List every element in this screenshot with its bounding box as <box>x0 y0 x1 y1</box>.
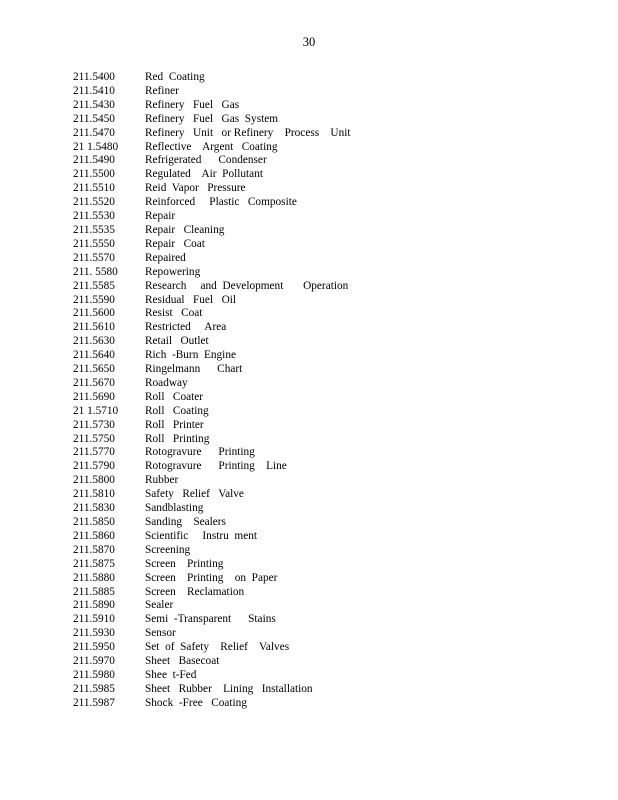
list-item <box>73 419 351 433</box>
list-item <box>73 683 351 697</box>
defined-term: Sensor <box>145 627 176 640</box>
defined-term: Resist Coat <box>145 307 203 320</box>
list-item <box>73 154 351 168</box>
list-item <box>73 460 351 474</box>
defined-term: Red Coating <box>145 71 205 83</box>
list-item <box>73 405 351 419</box>
section-number: 211.5880 <box>73 571 115 584</box>
list-item <box>73 641 351 655</box>
section-number: 211.5860 <box>73 529 115 542</box>
list-item <box>73 544 351 558</box>
defined-term: Scientific Instru ment <box>145 529 258 542</box>
defined-term: Roll Printing <box>145 432 210 445</box>
list-item <box>73 433 351 447</box>
list-item <box>73 141 351 155</box>
section-number: 211.5890 <box>73 599 115 612</box>
defined-term: Residual Fuel Oil <box>145 293 236 306</box>
defined-term: Screen Printing <box>145 557 224 570</box>
section-number: 211.5980 <box>73 668 115 681</box>
defined-term: Repair Coat <box>145 237 205 250</box>
list-item <box>73 85 351 99</box>
section-number: 211.5800 <box>73 474 115 487</box>
defined-term: Repaired <box>145 251 186 264</box>
defined-term: Reflective Argent Coating <box>145 140 278 153</box>
defined-term: Sanding Sealers <box>145 516 226 528</box>
defined-term: Reinforced Plastic Composite <box>145 196 297 209</box>
section-number: 211. 5580 <box>73 265 118 278</box>
section-number: 211.5690 <box>73 390 115 403</box>
defined-term: Sealer <box>145 599 174 612</box>
section-number: 211.5530 <box>73 210 115 223</box>
section-number: 211.5885 <box>73 585 115 598</box>
defined-term: Semi -Transparent Stains <box>145 613 276 626</box>
list-item <box>73 71 351 85</box>
defined-term: Screening <box>145 543 191 556</box>
section-number: 211.5585 <box>73 279 115 292</box>
list-item <box>73 363 351 377</box>
list-item <box>73 627 351 641</box>
definitions-list <box>73 71 351 711</box>
defined-term: Reid Vapor Pressure <box>145 182 246 195</box>
list-item <box>73 266 351 280</box>
defined-term: Screen Printing on Paper <box>145 571 278 584</box>
defined-term: Shock -Free Coating <box>145 696 247 709</box>
section-number: 21 1.5710 <box>73 404 119 417</box>
list-item <box>73 224 351 238</box>
section-number: 211.5410 <box>73 84 115 97</box>
section-number: 211.5830 <box>73 502 115 515</box>
list-item <box>73 280 351 294</box>
list-item <box>73 446 351 460</box>
section-number: 211.5750 <box>73 432 115 445</box>
list-item <box>73 474 351 488</box>
section-number: 211.5610 <box>73 321 115 334</box>
section-number: 211.5590 <box>73 293 115 306</box>
section-number: 211.5850 <box>73 516 115 528</box>
list-item <box>73 113 351 127</box>
list-item <box>73 669 351 683</box>
list-item <box>73 307 351 321</box>
list-item <box>73 558 351 572</box>
section-number: 211.5520 <box>73 196 115 209</box>
defined-term: Refinery Fuel Gas System <box>145 112 279 125</box>
section-number: 211.5600 <box>73 307 115 320</box>
list-item <box>73 196 351 210</box>
defined-term: Repair Cleaning <box>145 223 225 236</box>
defined-term: Ringelmann Chart <box>145 363 243 376</box>
defined-term: Repowering <box>145 265 201 278</box>
section-number: 211.5987 <box>73 696 115 709</box>
section-number: 211.5570 <box>73 251 115 264</box>
defined-term: Refiner <box>145 84 179 97</box>
list-item <box>73 252 351 266</box>
section-number: 211.5970 <box>73 655 115 668</box>
defined-term: Refinery Unit or Refinery Process Unit <box>145 126 351 139</box>
defined-term: Roadway <box>145 376 188 389</box>
defined-term: Rotogravure Printing Line <box>145 460 287 473</box>
defined-term: Roll Printer <box>145 418 204 431</box>
section-number: 211.5985 <box>73 682 115 695</box>
defined-term: Rubber <box>145 474 179 487</box>
list-item <box>73 294 351 308</box>
defined-term: Shee t-Fed <box>145 668 197 681</box>
defined-term: Set of Safety Relief Valves <box>145 641 290 654</box>
section-number: 21 1.5480 <box>73 140 119 153</box>
section-number: 211.5550 <box>73 237 115 250</box>
defined-term: Refrigerated Condenser <box>145 154 267 167</box>
section-number: 211.5630 <box>73 335 115 348</box>
list-item <box>73 238 351 252</box>
list-item <box>73 502 351 516</box>
section-number: 211.5535 <box>73 223 115 236</box>
defined-term: Regulated Air Pollutant <box>145 168 263 181</box>
defined-term: Refinery Fuel Gas <box>145 98 240 111</box>
list-item <box>73 335 351 349</box>
page-number: 30 <box>302 35 316 49</box>
section-number: 211.5490 <box>73 154 115 167</box>
defined-term: Sheet Basecoat <box>145 655 220 668</box>
list-item <box>73 349 351 363</box>
list-item <box>73 586 351 600</box>
section-number: 211.5930 <box>73 627 115 640</box>
defined-term: Sandblasting <box>145 502 204 515</box>
section-number: 211.5510 <box>73 182 115 195</box>
defined-term: Retail Outlet <box>145 335 209 348</box>
section-number: 211.5650 <box>73 363 115 376</box>
defined-term: Roll Coating <box>145 404 209 417</box>
section-number: 211.5810 <box>73 488 115 501</box>
section-number: 211.5770 <box>73 446 115 459</box>
list-item <box>73 99 351 113</box>
defined-term: Research and Development Operation <box>145 279 349 292</box>
list-item <box>73 488 351 502</box>
list-item <box>73 168 351 182</box>
list-item <box>73 613 351 627</box>
list-item <box>73 210 351 224</box>
list-item <box>73 127 351 141</box>
defined-term: Screen Reclamation <box>145 585 245 598</box>
section-number: 211.5875 <box>73 557 115 570</box>
section-number: 211.5870 <box>73 543 115 556</box>
defined-term: Repair <box>145 210 176 223</box>
defined-term: Rotogravure Printing <box>145 446 255 459</box>
section-number: 211.5910 <box>73 613 115 626</box>
section-number: 211.5640 <box>73 349 115 362</box>
section-number: 211.5400 <box>73 71 115 83</box>
defined-term: Restricted Area <box>145 321 227 334</box>
list-item <box>73 599 351 613</box>
list-item <box>73 182 351 196</box>
defined-term: Roll Coater <box>145 390 204 403</box>
section-number: 211.5950 <box>73 641 115 654</box>
list-item <box>73 321 351 335</box>
list-item <box>73 697 351 711</box>
defined-term: Rich -Burn Engine <box>145 349 236 362</box>
list-item <box>73 391 351 405</box>
list-item <box>73 530 351 544</box>
list-item <box>73 516 351 530</box>
section-number: 211.5730 <box>73 418 115 431</box>
section-number: 211.5790 <box>73 460 115 473</box>
list-item <box>73 572 351 586</box>
section-number: 211.5670 <box>73 376 115 389</box>
defined-term: Sheet Rubber Lining Installation <box>145 682 313 695</box>
list-item <box>73 377 351 391</box>
defined-term: Safety Relief Valve <box>145 488 244 501</box>
section-number: 211.5450 <box>73 112 115 125</box>
section-number: 211.5430 <box>73 98 115 111</box>
list-item <box>73 655 351 669</box>
section-number: 211.5500 <box>73 168 115 181</box>
section-number: 211.5470 <box>73 126 115 139</box>
